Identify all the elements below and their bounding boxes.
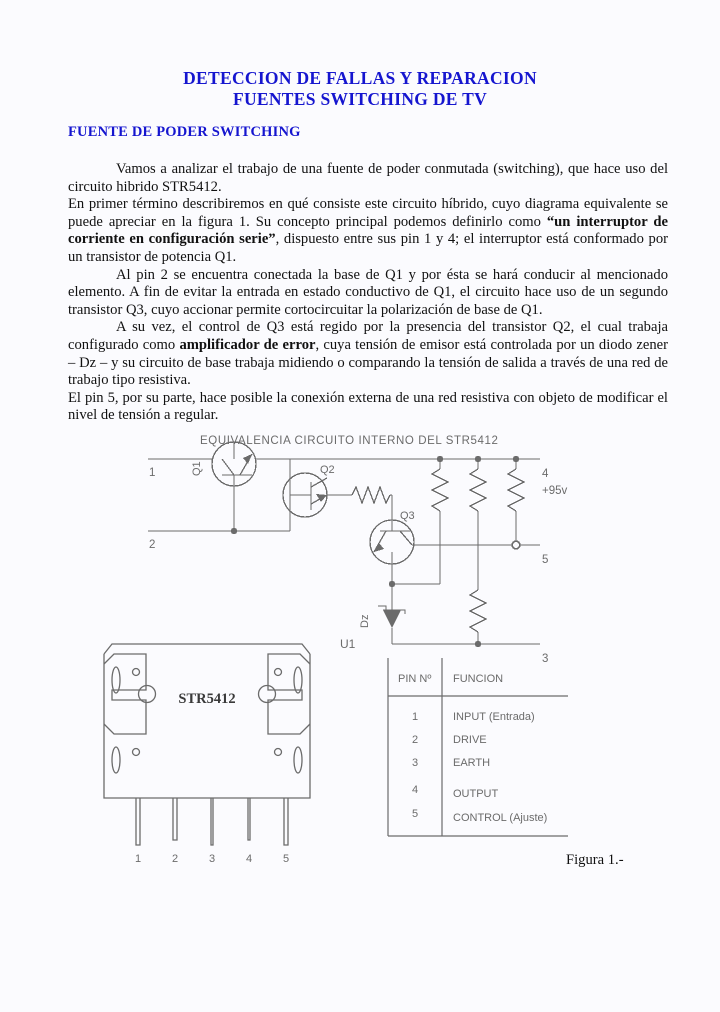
schematic-pin-5: 5 — [542, 554, 549, 566]
paragraph — [68, 319, 668, 389]
pin-table-cell-function: DRIVE — [453, 734, 487, 746]
pin-table-cell-function: CONTROL (Ajuste) — [453, 812, 548, 824]
body-run: , dispuesto entre sus pin 1 y 4; el interruptor está conformado por un transistor de potencia Q1. — [68, 231, 668, 265]
pin-table-cell-pin: 4 — [411, 784, 419, 796]
transistor-label-q3: Q3 — [400, 510, 415, 522]
document-body — [68, 161, 668, 425]
section-heading: FUENTE DE PODER SWITCHING — [68, 124, 301, 140]
title-line-2: FUENTES SWITCHING DE TV — [232, 89, 488, 109]
package-pin-number: 4 — [245, 853, 253, 865]
package-pin-numbers — [135, 853, 289, 865]
pin-table-cell-pin: 2 — [411, 734, 419, 746]
package-part-number: STR5412 — [178, 691, 236, 707]
block-label-u1: U1 — [340, 637, 356, 651]
body-run: Al pin 2 se encuentra conectada la base de Q1 y por ésta se hará conducir al mencionado elemento. A fin de evitar la entrada en estado conductivo de Q1, el circuito hace uso de un segundo transistor Q3, cuyo accionar permite cortocircuitar la polarización de base de Q1. — [68, 266, 668, 318]
transistor-label-q1: Q1 — [191, 461, 203, 476]
paragraph — [68, 390, 668, 425]
paragraph — [68, 196, 668, 266]
body-run: A su vez, el control de Q3 está regido por la presencia del transistor Q2, el cual trabaja configurado como — [68, 319, 668, 353]
package-pin-number: 3 — [208, 853, 216, 865]
schematic-pin-2: 2 — [149, 539, 156, 551]
schematic-pin-4-voltage: +95v — [542, 485, 568, 497]
pin-table-cell-function: OUTPUT — [453, 788, 499, 800]
pin-table-cell-pin: 5 — [411, 808, 419, 820]
pin-table-header-function: FUNCION — [453, 673, 504, 685]
zener-label-dz: Dz — [359, 614, 371, 628]
figure-1 — [0, 432, 720, 892]
transistor-label-q2: Q2 — [320, 464, 335, 476]
pin-table-cell-function: INPUT (Entrada) — [453, 711, 535, 723]
emphasized-text: amplificador de error — [179, 336, 316, 353]
body-run: Vamos a analizar el trabajo de una fuente de poder conmutada (switching), que hace uso del circuito hibrido STR5412. — [68, 161, 668, 195]
schematic-pin-3: 3 — [542, 653, 549, 665]
paragraph — [68, 161, 668, 196]
pin-table-cell-pin: 3 — [411, 757, 419, 769]
paragraph — [68, 267, 668, 320]
pin-table-header-pin: PIN Nº — [398, 673, 432, 685]
title-line-1: DETECCION DE FALLAS Y REPARACION — [183, 68, 537, 88]
schematic-title: EQUIVALENCIA CIRCUITO INTERNO DEL STR5412 — [200, 435, 499, 447]
pin-table-cell-pin: 1 — [411, 711, 419, 723]
schematic-pin-1: 1 — [149, 467, 156, 479]
body-run: El pin 5, por su parte, hace posible la conexión externa de una red resistiva con objeto de modificar el nivel de tensión a regular. — [68, 389, 668, 424]
package-pin-number: 5 — [282, 853, 290, 865]
package-pin-number: 1 — [134, 853, 142, 865]
schematic-pin-4: 4 — [542, 468, 549, 480]
body-run: , cuya tensión de emisor está controlada por un diodo zener – Dz – y su circuito de base trabaja midiendo o comparando la tensión de salida a través de una red de trabajo tipo resistiva. — [68, 336, 668, 389]
emphasized-text: “un interruptor de corriente en configuración serie” — [68, 213, 668, 248]
figure-caption: Figura 1.- — [566, 852, 624, 868]
package-pin-number: 2 — [171, 853, 179, 865]
pin-table-cell-function: EARTH — [453, 757, 491, 769]
document-title — [0, 68, 720, 110]
body-run: En primer término describiremos en qué consiste este circuito híbrido, cuyo diagrama equivalente se puede apreciar en la figura 1. Su concepto principal podemos definirlo como — [68, 196, 668, 230]
